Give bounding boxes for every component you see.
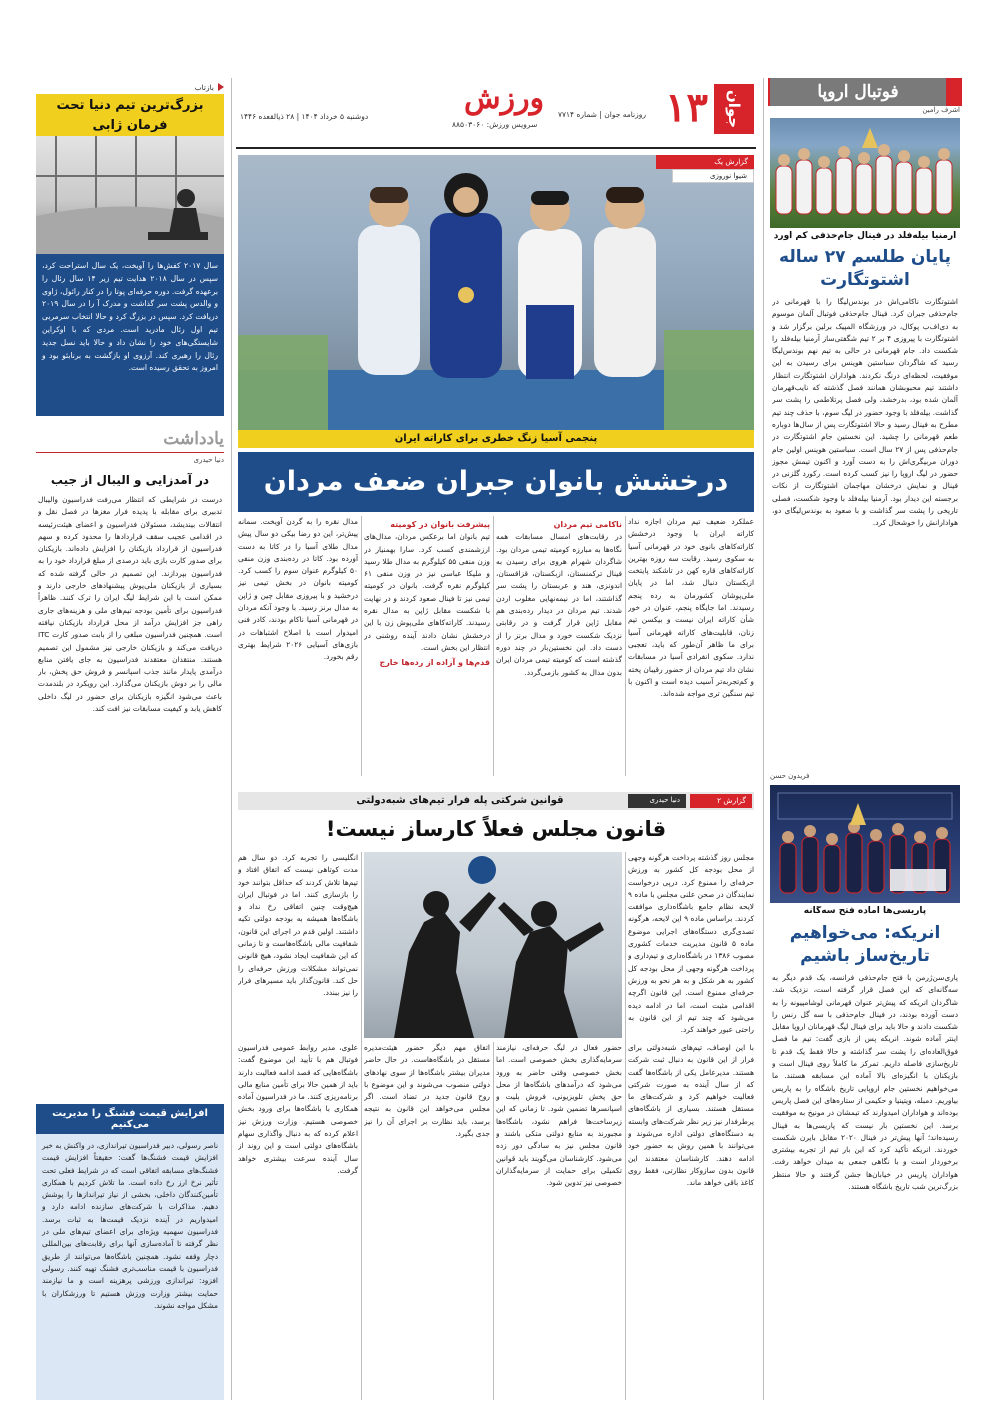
story1-headline: پایان طلسم ۲۷ ساله اشتوتگارت	[779, 247, 951, 290]
box-body: ناصر رسولی، دبیر فدراسیون تیراندازی، در واکنش به خبر افزایش قیمت فشنگ‌ها گفت: حقیقتاً افزایش قیمت فشنگ‌های مسابقه اتفاقی است که در شرایط فعلی تحت تأثیر نرخ ارز رخ داده است. ما تلاش کردیم با همکاری تأمین‌کنندگان داخلی، بخشی از نیاز تیرانداز‌ها را پوشش دهیم. مذاکرات با شرکت‌های سازنده ادامه دارد و امیدواریم در آینده نزدیک قیمت‌ها به ثبات برسد. فدراسیون سهمیه ویژه‌ای برای اعضای تیم‌های ملی در نظر گرفته تا آماده‌سازی آنها برای رقابت‌های بین‌المللی دچار وقفه نشود. همچنین باشگاه‌ها می‌توانند از طریق فدراسیون با قیمت مناسب‌تری فشنگ تهیه کنند. رسولی افزود: تیراندازی ورزشی پرهزینه است و ما نیازمند حمایت بیشتر وزارت ورزش هستیم تا ورزشکاران با مشکل مواجه نشوند.	[36, 1134, 224, 1400]
handball-col-divider-2	[493, 1042, 494, 1400]
hero-strap: پنجمی آسیا زنگ خطری برای کاراته ایران	[238, 430, 754, 448]
story1-body: اشتوتگارت ناکامی‌اش در بوندس‌لیگا را با قهرمانی در جام‌حذفی جبران کرد. فینال جام‌حذفی فوتبال آلمان موسوم به دی‌اف‌ب پوکال، در ورزشگاه المپیک برلین برگزار شد و اشتوتگارت با پیروزی ۴ بر ۲ تیم شگفتی‌ساز آرمنیا بیله‌فلد را شکست داد. جام قهرمانی در حالی به تیم نهم بوندس‌لیگا رسید که شاگردان سباستین هوینس برای رسیدن به این موفقیت، لحظه‌ای درنگ نکردند. هواداران اشتوتگارت انتظار داشتند تیم محبوبشان همانند فصل گذشته که نایب‌قهرمان آلمان شده بود، بدرخشد، ولی فصل پرتلاطمی را پشت سر گذاشت. بیله‌فلد با وجود حضور در لیگ سوم، با حذف چند تیم مطرح به فینال رسید و حالا اشتوتگارت پس از سال‌ها دوباره طعم قهرمانی را چشید. این نخستین جام اشتوتگارت در جام‌حذفی پس از ۲۷ سال است. سباستین هوینس اولین جام دوران مربیگری‌اش را به دست آورد و اکنون تیمش مجوز حضور در لیگ اروپا را نیز کسب کرده است. رکورد گلزنی در فینال و نمایش درخشان مهاجمان اشتوتگارت از نکات برجسته این دیدار بود. آرمنیا بیله‌فلد با وجود شکست، فصلی تاریخی را پشت سر گذاشت و با صعود به بوندس‌لیگای دو، هوادارانش را خوشحال کرد.	[772, 297, 958, 528]
handball-body-b: با این اوصاف، تیم‌های شبه‌دولتی برای فرار از این قانون به دنبال ثبت شرکت هستند. مدیرعامل یکی از باشگاه‌ها گفت که از سال آینده به صورت شرکتی فعالیت خواهیم کرد و شرکت‌های ما مستقل هستند. بسیاری از باشگاه‌های پرطرفدار نیز زیر نظر شرکت‌های وابسته به دستگاه‌های دولتی اداره می‌شوند و می‌توانند با همین روش به حضور خود ادامه دهند. کارشناسان معتقدند این قانون بدون سازوکار نظارتی، فقط روی کاغذ باقی خواهد ماند.	[628, 1043, 754, 1188]
hero-subhead1: ناکامی تیم مردان	[553, 520, 622, 529]
story2-body: پاری‌سن‌ژرمن با فتح جام‌حذفی فرانسه، یک قدم دیگر به سه‌گانه‌ای که این فصل قرار گرفته است، نزدیک شد. شاگردان انریکه که پیش‌تر عنوان قهرمانی لوشامپیونه را به دست آورده بودند، در فینال جام‌حذفی با سه گل رنس را شکست دادند و حالا باید برای فینال لیگ قهرمانان اروپا مقابل اینتر آماده شوند. انریکه پس از بازی گفت: تیم ما فصل فوق‌العاده‌ای را پشت سر گذاشته و حالا فقط یک قدم تا تاریخ‌سازی فاصله داریم. تمرکز ما کاملاً روی فینال است و بازیکنان با انگیزه‌ای بالا آماده این مسابقه هستند. ما می‌خواهیم نخستین جام اروپایی تاریخ باشگاه را به پاریس بیاوریم. دمبله، ویتینیا و حکیمی از ستاره‌های این فصل پاریس بوده‌اند و هواداران امیدوارند که تیمشان در مونیخ به موفقیت برسد. این نخستین بار نیست که پاریسی‌ها به فینال رسیده‌اند؛ آنها پیش‌تر در فینال ۲۰۲۰ مقابل بایرن شکست خوردند. انریکه تأکید کرد که این بار تیم از تجربه بیشتری برخوردار است و با نگاهی جمعی به میدان خواهد رفت. هواداران پاریس در خیابان‌ها جشن گرفتند و حالا منتظر بزرگ‌ترین شب تاریخ باشگاه هستند.	[772, 973, 958, 1192]
handball-author: دنیا حیدری	[628, 794, 686, 808]
column-divider-right	[763, 78, 764, 1400]
stadium-window-scene	[36, 136, 224, 254]
column-divider-left	[231, 78, 232, 1400]
quote-label: بازتاب	[194, 82, 214, 92]
trophy-icon	[862, 128, 878, 148]
newspaper-logo[interactable]: جوان	[714, 84, 754, 134]
hero-col-divider-3	[361, 516, 362, 776]
story1-author: اشرف رامین	[922, 106, 960, 114]
handball-report-tag: گزارش ۲	[690, 794, 752, 808]
athlete-bronze-kazakhstan	[594, 187, 656, 377]
hero-body-col1	[628, 516, 754, 778]
stuttgart-photo	[770, 118, 960, 228]
column-headline: در آمدزایی و الیبال از جیب	[50, 473, 210, 487]
handball-body-d: حضور فعال در لیگ حرفه‌ای، نیازمند سرمایه‌گذاری بخش خصوصی است. اما بخش خصوصی وقتی حاضر به ورود می‌شود که درآمدهای باشگاه‌ها از محل حق پخش تلویزیونی، فروش بلیت و اسپانسرها تضمین شود. تا زمانی که این زیرساخت‌ها فراهم نشود، باشگاه‌ها مجبورند به منابع دولتی متکی باشند و قانون مجلس نیز به سادگی دور زده می‌شود. کارشناسان می‌گویند باید قوانین تکمیلی برای حمایت از سرمایه‌گذاران خصوصی نیز تدوین شود.	[496, 1043, 622, 1188]
box-headline: افزایش قیمت فشنگ را مدیریت می‌کنیم	[36, 1104, 224, 1134]
hero-body-col4	[238, 516, 358, 778]
podium-illustration	[238, 155, 754, 430]
hero-body3: تیم بانوان اما برعکس مردان، مدال‌های ارزشمندی کسب کرد. سارا بهمنیار در وزن منفی ۵۵ کیلوگرم به مدال طلا رسید و ملیکا عباسی نیز در وزن منفی ۶۱ کیلوگرم نقره گرفت. بانوان در کومیته تیمی نیز تا فینال صعود کردند و در نهایت با شکست مقابل ژاپن به مدال نقره رسیدند. کاراته‌کاهای ملی‌پوش زن با این درخشش نشان دادند آینده روشنی در انتظار این بخش است.	[364, 532, 490, 652]
stuttgart-team-figures	[770, 118, 960, 228]
handball-photo	[364, 852, 622, 1038]
ball-icon	[468, 856, 496, 884]
issue-info: روزنامه جوان | شماره ۷۷۱۴	[557, 110, 646, 119]
handball-body-c: انگلیسی را تجربه کرد. دو سال هم مدت کوتاهی نیست که اتفاق افتاد و تیم‌ها تلاش کردند که حداقل بتوانند خود را بازسازی کنند. اما در فوتبال ایران هیچ‌وقت چنین اتفاقی رخ نداد و باشگاه‌ها همیشه به بودجه دولتی تکیه داشتند. اولین قدم در اجرای این قانون، شفافیت مالی باشگاه‌هاست و تا زمانی که این شفافیت ایجاد نشود، هیچ قانونی نمی‌تواند مشکلات ورزش حرفه‌ای را حل کند. قانون‌گذار باید مسیرهای فرار را نیز ببندد.	[238, 853, 358, 998]
story1-kicker: آرمنیا بیله‌فلد در فینال جام‌حذفی کم آورد	[773, 231, 957, 241]
handball-headline: قانون مجلس فعلاً کارساز نیست!	[325, 817, 667, 841]
column-body: درست در شرایطی که انتظار می‌رفت فدراسیون والیبال تدبیری برای مقابله با پدیده فرار مغزها در فصل نقل و انتقالات بیندیشد، مسئولان فدراسیون و اعضای هیئت‌رئیسه در اقدامی عجیب سقف قراردادها را محدود کرده و سهم فدراسیون از قرارداد بازیکنان را افزایش داده‌اند. بازیکنان برای صدور کارت بازی باید درصدی از مبلغ قرارداد خود را به فدراسیون بپردازند. این تصمیم در حالی گرفته شده که بسیاری از بازیکنان ملی‌پوش پیشنهادهای خارجی دارند و ممکن است با این شرایط لیگ ایران را ترک کنند. ظاهراً فدراسیون برای تأمین بودجه تیم‌های ملی و هزینه‌های جاری راهی جز افزایش درآمد از محل قرارداد بازیکنان نیافته است. همچنین فدراسیون مبلغی را از بابت صدور کارت ITC دریافت می‌کند و بازیکنان خارجی نیز مشمول این تصمیم هستند. منتقدان معتقدند فدراسیون به جای یافتن منابع درآمدی پایدار مانند جذب اسپانسر و فروش حق پخش، بار مالی را بر دوش بازیکنان می‌گذارد. این رویکرد در بلندمدت باعث می‌شود انگیزه بازیکنان برای حضور در لیگ داخلی کاهش یابد و کیفیت مسابقات نیز افت کند.	[38, 495, 222, 714]
psg-photo	[770, 785, 960, 903]
hero-report-tag: گزارش یک	[656, 155, 754, 169]
section-title: ورزش	[464, 81, 545, 116]
handball-silhouettes	[364, 852, 622, 1038]
hero-body2: در رقابت‌های امسال مسابقات همه نگاه‌ها به مبارزه کومیته تیمی مردان بود. شاگردان شهرام هروی برای رسیدن به فینال ترکمنستان، ازبکستان، قزاقستان، اندونزی، هند و عربستان را پشت سر گذاشتند، اما در نیمه‌نهایی مغلوب اردن شدند. تیم مردان در دیدار رده‌بندی هم مقابل ژاپن قرار گرفت و در رقابتی نزدیک شکست خورد و مدال برنز را از دست داد. این نخستین‌بار در چند دوره گذشته است که کومیته تیمی مردان ایران بدون مدال به کشور بازمی‌گردد.	[496, 532, 622, 677]
column-author: دنیا حیدری	[193, 456, 224, 464]
handball-col-divider-1	[625, 852, 626, 1400]
hero-body-col2	[496, 516, 622, 778]
athlete-silver	[358, 187, 420, 375]
story2-headline: انریکه: می‌خواهیم تاریخ‌ساز باشیم	[789, 923, 941, 966]
karate-podium-photo	[238, 155, 754, 430]
quote-body: سال ۲۰۱۷ کفش‌ها را آویخت، یک سال استراحت کرد، سپس در سال ۲۰۱۸ هدایت تیم زیر ۱۴ سال رئال را برعهده گرفت. دوره حرفه‌ای پوتا را در کنار رائول، ژاوی و والدس پشت سر گذاشت و مدرک آ را در سال ۲۰۱۹ دریافت کرد. سپس در بزرگ کرد و حالا انتخاب سرمربی تیم اول رئال مادرید است. مردی که با اوکراین شایستگی‌های خود را نشان داد و حالا باید نسل جدید رئال را رهبری کند. آرزوی او بازگشت به برنابئو بود و امروز به تحقق رسیده است.	[42, 261, 219, 373]
quote-box	[36, 254, 224, 416]
hero-col-divider-2	[493, 516, 494, 776]
cup-icon	[850, 803, 866, 825]
handball-body-e: اتفاق مهم دیگر حضور هیئت‌مدیره مستقل در باشگاه‌هاست. در حال حاضر مدیران بیشتر باشگاه‌ها از سوی نهادهای دولتی منصوب می‌شوند و این موضوع با روح قانون جدید در تضاد است. اگر مجلس می‌خواهد این قانون به نتیجه برسد، باید نظارت بر اجرای آن را نیز جدی بگیرد.	[364, 1043, 490, 1139]
issue-date: دوشنبه ۵ خرداد ۱۴۰۴ | ۲۸ ذیالقعده ۱۴۴۶	[240, 112, 369, 121]
handball-strap: قوانین شرکتی پله فرار تیم‌های شبه‌دولتی	[356, 795, 564, 806]
hero-col-divider-1	[625, 516, 626, 776]
quote-label-row	[36, 80, 224, 94]
hero-body4: مدال نقره را به گردن آویخت. سمانه پیش‌تر، این دو رضا بیکی دو سال پیش مدال طلای آسیا را در کاتا به دست آورده بود. کاتا در رده‌بندی وزن منفی ۵۰ کیلوگرم عنوان سوم را کسب کرد. کومیته بانوان در بخش تیمی نیز درخشید و با پیروزی مقابل چین و ژاپن به مدال برنز رسید. با وجود آنکه مردان در قهرمانی آسیا ناکام بودند، کادر فنی امیدوار است با اصلاح اشتباهات در بازی‌های آسیایی ۲۰۲۶ شرایط بهتری رقم بخورد.	[238, 517, 358, 662]
handball-body-a: مجلس روز گذشته پرداخت هرگونه وجهی از محل بودجه کل کشور به ورزش حرفه‌ای را ممنوع کرد. درپی درخواست نمایندگان در صحن علنی مجلس با ماده ۹ لایحه نظام جامع باشگاه‌داری موافقت کردند. براساس ماده ۹ این لایحه، هرگونه تصدی‌گری دستگاه‌های اجرایی موضوع ماده ۵ قانون مدیریت خدمات کشوری مصوب ۱۳۸۶ در باشگاه‌داری و تیم‌داری و پرداخت هرگونه وجهی از محل بودجه کل کشور به هر شکل و به هر نحو به ورزش حرفه‌ای ممنوع است. این قانون اگرچه اقدامی مثبت است، اما در ادامه دیده می‌شود که چند تیم از این قانون به راحتی عبور خواهند کرد.	[628, 853, 754, 1035]
page-number: ١٣	[665, 84, 708, 131]
hero-subhead3: قدم‌ها و آزاده از رده‌ها خارج	[379, 658, 490, 668]
handball-col-divider-3	[361, 852, 362, 1400]
masthead	[236, 78, 756, 140]
hero-body1: عملکرد ضعیف تیم مردان اجازه نداد کاراته ایران با وجود درخشش کاراته‌کاهای بانوی خود در قهرمانی آسیا به سکوی رسید. رقابت سه روزه بهترین کاراته‌کاهای قاره کهن در تاشکند پایتخت ازبکستان دنبال شد، اما در پایان ملی‌پوشان کشورمان به رده پنجم رسیدند. اما جایگاه پنجم، عنوان در خور شأن کاراته ایران نیست و بیکسن تیم زنان، قابلیت‌های کاراته قهرمانی آسیا برای ما ظاهر آن‌طور که باید، تعجبی ندارد. سکوی انفرادی آسیا در مسابقات نشان داد تیم مردان از حضور رقیبان پخته و کم‌تجربه‌تر آسیب دیده است و اکنون با تیم سنگین تری مواجه شده‌اند.	[628, 517, 754, 699]
quote-headline: بزرگ‌ترین تیم دنیا تحت فرمان ژابی	[36, 94, 224, 136]
hero-subhead2: پیشرفت بانوان در کومیته	[390, 520, 490, 529]
athlete-gold	[430, 173, 502, 378]
xabi-photo	[36, 136, 224, 254]
column-title-rule	[36, 452, 224, 453]
section-phone: سرویس ورزش: ۸۸۵۰۳۰۶۰	[452, 120, 538, 129]
series-title: فوتبال اروپا	[770, 78, 946, 106]
story2-photo-author: فریدون حسن	[770, 772, 810, 780]
psg-celebration-figures	[770, 785, 960, 903]
hero-headline: درخشش بانوان جبران ضعف مردان	[238, 452, 754, 512]
play-arrow-icon	[218, 83, 224, 91]
hero-author: شیوا نوروزی	[672, 169, 754, 183]
hero-body-col3	[364, 516, 490, 778]
athlete-bronze-japan	[518, 191, 582, 379]
column-title: یادداشت	[163, 429, 224, 449]
masthead-divider	[236, 147, 756, 149]
story2-kicker: پاریسی‌ها آماده فتح سه‌گانه	[803, 906, 927, 916]
handball-body-f: علوی، مدیر روابط عمومی فدراسیون فوتبال هم با تأیید این موضوع گفت: باشگاه‌هایی که قصد ادامه فعالیت دارند باید از همین حالا برای تأمین منابع مالی برنامه‌ریزی کنند. ما در فدراسیون آماده همکاری با باشگاه‌ها برای ورود بخش خصوصی هستیم. وزارت ورزش نیز اعلام کرده که به دنبال واگذاری سهام باشگاه‌های دولتی است و این روند از سال آینده سرعت بیشتری خواهد گرفت.	[238, 1043, 358, 1175]
